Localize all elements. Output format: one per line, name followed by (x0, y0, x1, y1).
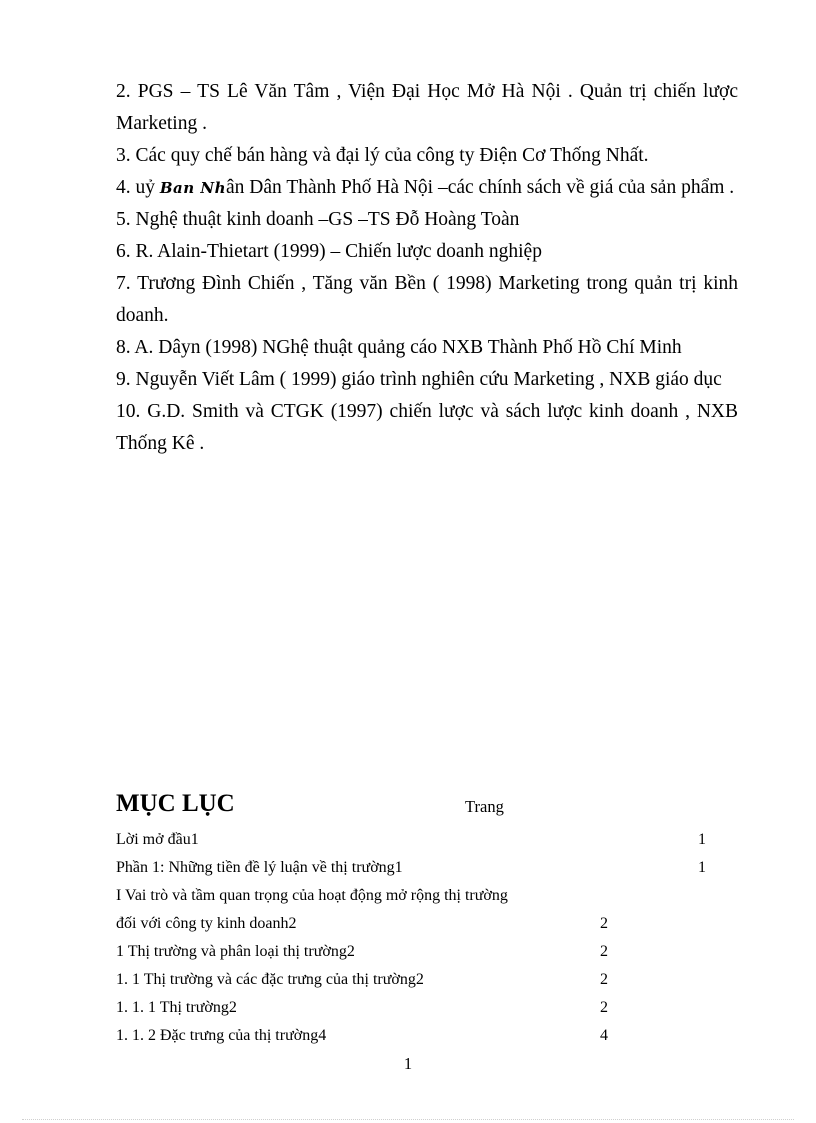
reference-item: 8. A. Dâyn (1998) NGhệ thuật quảng cáo NXB Thành Phố Hồ Chí Minh (116, 337, 682, 358)
reference-prefix: 4. uỷ (116, 177, 160, 198)
toc-entry-label: Lời mở đầu1 (116, 831, 199, 848)
reference-list (116, 76, 738, 460)
toc-title: MỤC LỤC (116, 790, 235, 817)
reference-suffix: ân Dân Thành Phố Hà Nội –các chính sách về giá của sản phẩm . (226, 177, 735, 198)
toc-entry-label: 1 Thị trường và phân loại thị trường2 (116, 943, 355, 960)
toc-entry-page: 2 (600, 915, 608, 932)
reference-item: 5. Nghệ thuật kinh doanh –GS –TS Đỗ Hoàng Toàn (116, 209, 520, 230)
toc-entry-label: 1. 1 Thị trường và các đặc trưng của thị trường2 (116, 971, 424, 988)
toc-entry-label: 1. 1. 2 Đặc trưng của thị trường4 (116, 1027, 327, 1044)
toc-entry-page: 4 (600, 1027, 608, 1044)
reference-item (116, 172, 738, 204)
reference-item: 3. Các quy chế bán hàng và đại lý của công ty Điện Cơ Thống Nhất. (116, 145, 649, 166)
toc-entry (116, 938, 716, 966)
page-bottom-divider (22, 1119, 794, 1120)
toc-entry (116, 826, 716, 854)
toc-header (116, 790, 716, 824)
toc-entry-label: 1. 1. 1 Thị trường2 (116, 999, 237, 1016)
toc-page-header: Trang (465, 797, 504, 816)
toc-entry (116, 994, 716, 1022)
reference-item: 6. R. Alain-Thietart (1999) – Chiến lược doanh nghiệp (116, 241, 542, 262)
toc-entry-page: 2 (600, 971, 608, 988)
toc-entry (116, 882, 716, 910)
toc-entry-page: 2 (600, 999, 608, 1016)
toc-entry (116, 966, 716, 994)
toc-entry (116, 1022, 716, 1050)
toc-entry (116, 910, 716, 938)
toc-entry (116, 854, 716, 882)
toc-entry-label: I Vai trò và tầm quan trọng của hoạt động mở rộng thị trường (116, 887, 508, 904)
toc-entry-page: 1 (698, 831, 706, 848)
toc-entry-label: Phần 1: Những tiền đề lý luận về thị trường1 (116, 859, 403, 876)
table-of-contents (116, 826, 716, 1050)
script-text: Ban Nh (159, 179, 227, 197)
toc-entry-label: đối với công ty kinh doanh2 (116, 915, 297, 932)
toc-entry-page: 2 (600, 943, 608, 960)
reference-item: 10. G.D. Smith và CTGK (1997) chiến lược và sách lược kinh doanh , NXB Thống Kê . (116, 401, 738, 454)
reference-item: 9. Nguyễn Viết Lâm ( 1999) giáo trình nghiên cứu Marketing , NXB giáo dục (116, 369, 722, 390)
toc-entry-page: 1 (698, 859, 706, 876)
reference-item: 7. Trương Đình Chiến , Tăng văn Bền ( 1998) Marketing trong quản trị kinh doanh. (116, 273, 738, 326)
reference-item: 2. PGS – TS Lê Văn Tâm , Viện Đại Học Mở Hà Nội . Quản trị chiến lược Marketing . (116, 81, 738, 134)
page-number: 1 (403, 1054, 413, 1073)
